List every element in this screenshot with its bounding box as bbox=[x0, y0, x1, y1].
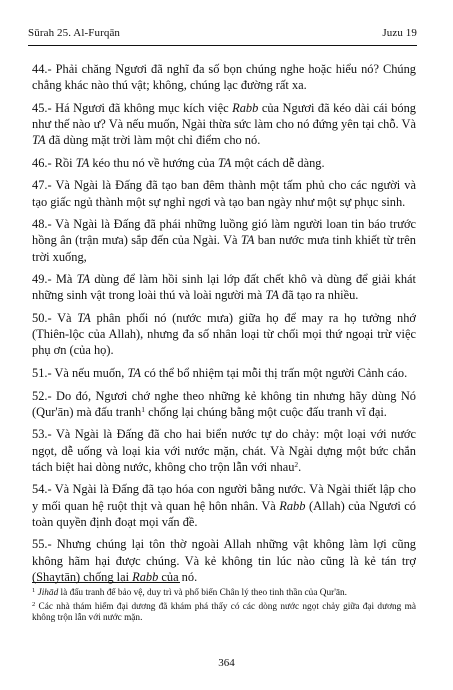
footnote-2: $^2$ Các nhà thám hiểm đại dương đã khám phá thấy có các dòng nước ngọt chảy giữa đại dương mà không trộn lẫn với nước mặn. bbox=[32, 600, 416, 624]
page-number: 364 bbox=[218, 657, 235, 669]
header-divider bbox=[28, 45, 417, 46]
footnote-divider bbox=[32, 582, 180, 583]
verse-50: 50.- Và TA phân phối nó (nước mưa) giữa họ để may ra họ tưởng nhớ (Thiên-lộc của Allah), nhưng đa số nhân loại từ chối mọi thứ ngoại trừ việc phụ ơn (của họ). bbox=[32, 310, 416, 358]
verse-45: 45.- Há Ngươi đã không mục kích việc Rabb của Ngươi đã kéo dài cái bóng như thế nào ư? Và nếu muốn, Ngài thừa sức làm cho nó đứng yên tại chỗ. Và TA đã dùng mặt trời làm một chỉ điểm cho nó. bbox=[32, 100, 417, 148]
verse-46: 46.- Rồi TA kéo thu nó về hướng của TA một cách dễ dàng. bbox=[32, 155, 325, 170]
verse-51: 51.- Và nếu muốn, TA có thể bổ nhiệm tại mỗi thị trấn một người Cảnh cáo. bbox=[32, 365, 408, 380]
verse-47: 47.- Và Ngài là Đấng đã tạo ban đêm thành một tấm phủ cho các người và tạo giấc ngủ thành một sự nghỉ ngơi và tạo ban ngày như một sự phục sinh. bbox=[32, 178, 416, 209]
verse-48: 48.- Và Ngài là Đấng đã phái những luồng gió làm người loan tin báo trước hồng ân (trận mưa) sắp đến của Ngài. Và TA ban nước mưa tinh khiết từ trên trời xuống, bbox=[32, 217, 416, 264]
verse-49: 49.- Mà TA dùng để làm hồi sinh lại lớp đất chết khô và dùng để giải khát những sinh vật trong loài thú và loài người mà TA đã tạo ra nhiều. bbox=[32, 272, 417, 303]
verse-54: 54.- Và Ngài là Đấng đã tạo hóa con người bằng nước. Và Ngài thiết lập cho y mối quan hệ ruột thịt và quan hệ hôn nhân. Và Rabb (Allah) của Ngươi có toàn quyền định đoạt mọi vấn đề. bbox=[32, 482, 417, 529]
surah-title: Sūrah 25. Al-Furqān bbox=[28, 27, 121, 39]
footnote-1: $^1$ Jihād là đấu tranh để bảo vệ, duy trì và phổ biến Chân lý theo tinh thần của Qur'ān. bbox=[32, 587, 348, 598]
verse-53: 53.- Và Ngài là Đấng đã cho hai biển nước tự do chảy: một loại với nước ngọt, dễ uống và loại kia với nước mặn, chát. Và Ngài dựng một bức chắn tách biệt hai dòng nước, không cho trộn lẫn với nhau$^2$. bbox=[32, 427, 416, 474]
verse-55: 55.- Nhưng chúng lại tôn thờ ngoài Allah những vật không làm lợi cũng không hãm hại được chúng. Và kẻ không tin lúc nào cũng là kẻ tán trợ (Shaytān) chống lại Rabb của nó. bbox=[32, 537, 416, 584]
verse-body bbox=[32, 61, 416, 591]
footnotes bbox=[32, 588, 416, 627]
running-header bbox=[28, 27, 417, 47]
verse-44: 44.- Phải chăng Ngươi đã nghĩ đa số bọn chúng nghe hoặc hiểu nó? Chúng chẳng khác nào thú vật; không, chúng lạc đường rất xa. bbox=[32, 62, 416, 93]
verse-52: 52.- Do đó, Ngươi chớ nghe theo những kẻ không tin nhưng hãy dùng Nó (Qur'ān) mà đấu tranh$^1$ chống lại chúng bằng một cuộc đấu tranh vĩ đại. bbox=[32, 388, 416, 419]
juzu-label: Juzu 19 bbox=[382, 27, 417, 39]
